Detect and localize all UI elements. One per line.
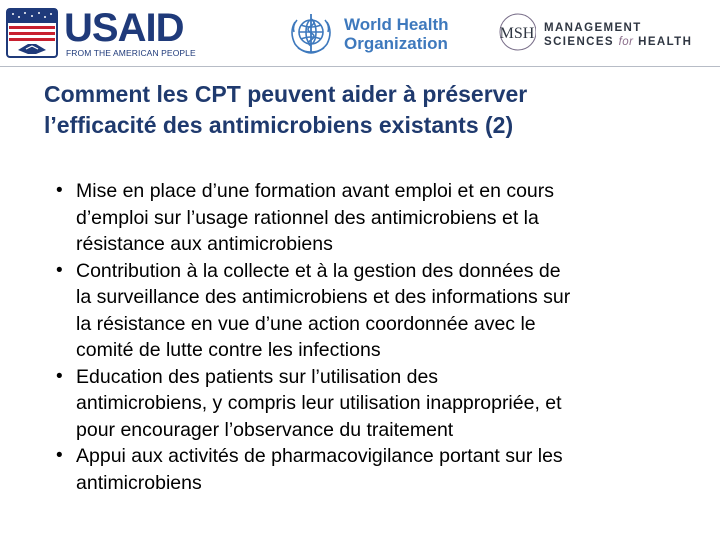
- bullet-3-line-2: antimicrobiens, y compris leur utilisation inappropriée, et: [76, 392, 562, 414]
- slide-title-line-2: l’efficacité des antimicrobiens existants (2): [44, 112, 514, 138]
- bullet-dot-icon: •: [56, 180, 63, 201]
- bullet-1-line-1: Mise en place d’une formation avant emploi et en cours: [76, 180, 555, 202]
- bullet-text-3: [76, 364, 720, 444]
- bullet-item-3: [0, 364, 720, 444]
- msh-line-1: MANAGEMENT: [544, 22, 642, 34]
- bullet-2-line-3: la résistance en vue d’une action coordonnée avec le: [76, 312, 536, 335]
- bullet-3-line-3: pour encourager l’observance du traitement: [76, 418, 454, 441]
- usaid-tagline: FROM THE AMERICAN PEOPLE: [66, 48, 196, 58]
- bullet-item-1: [0, 178, 720, 258]
- usaid-wordmark: USAID: [64, 6, 184, 50]
- bullet-dot-icon: •: [56, 259, 63, 281]
- usaid-seal-icon: [6, 8, 58, 58]
- bullet-1-line-3: résistance aux antimicrobiens: [76, 233, 333, 255]
- bullet-text-1: [76, 178, 720, 258]
- msh-logo: [498, 12, 714, 52]
- bullet-3-line-1: Education des patients sur l’utilisation des: [76, 365, 439, 388]
- bullet-1-line-2: d’emploi sur l’usage rationnel des antimicrobiens et la: [76, 206, 539, 229]
- msh-line-2-for: for: [618, 36, 634, 48]
- bullet-dot-icon: •: [56, 445, 63, 466]
- header-divider: [0, 66, 720, 67]
- bullet-2-line-2: la surveillance des antimicrobiens et des informations sur: [76, 286, 571, 308]
- who-emblem-icon: [286, 10, 336, 56]
- slide-title: [44, 79, 684, 141]
- who-logo: [286, 10, 449, 56]
- bullet-2-line-4: comité de lutte contre les infections: [76, 339, 381, 361]
- msh-line-2b: HEALTH: [633, 36, 693, 48]
- who-line-1: World Health: [344, 15, 449, 34]
- bullet-dot-icon: •: [56, 365, 63, 387]
- bullet-item-4: [0, 443, 720, 496]
- msh-mark-text: MSH: [499, 25, 535, 42]
- slide-title-line-1: Comment les CPT peuvent aider à préserver: [44, 81, 528, 107]
- bullet-item-2: [0, 258, 720, 364]
- bullet-text-4: [76, 443, 720, 496]
- who-line-2: Organization: [344, 34, 448, 53]
- bullet-4-line-2: antimicrobiens: [76, 471, 202, 494]
- bullet-4-line-1: Appui aux activités de pharmacovigilance portant sur les: [76, 445, 563, 467]
- bullet-list: [0, 178, 720, 496]
- bullet-2-line-1: Contribution à la collecte et à la gestion des données de: [76, 259, 561, 282]
- usaid-logo: [6, 6, 196, 58]
- msh-wordmark: [544, 21, 692, 49]
- msh-mark-icon: [498, 12, 536, 52]
- who-wordmark: [344, 15, 449, 53]
- msh-line-2a: SCIENCES: [544, 36, 619, 48]
- logo-bar: [0, 0, 720, 66]
- bullet-text-2: [76, 258, 720, 364]
- msh-line-2: [544, 35, 692, 49]
